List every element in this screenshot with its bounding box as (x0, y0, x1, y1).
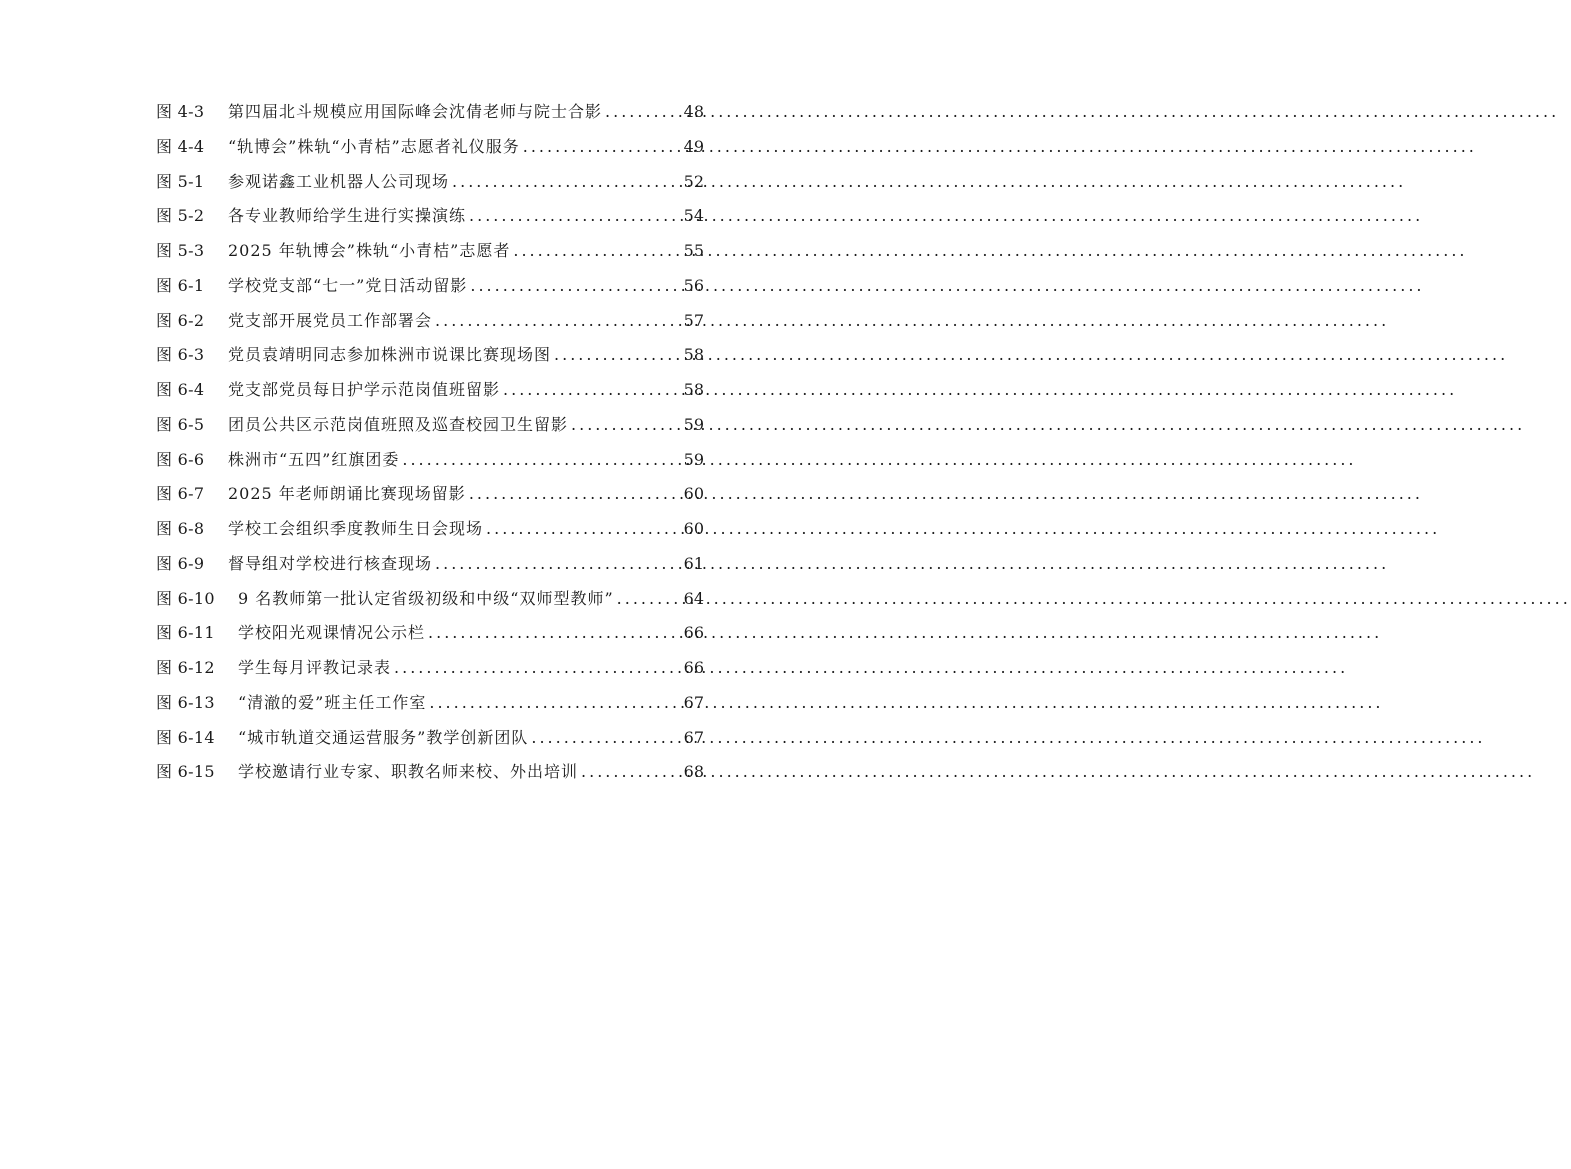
figure-title: 团员公共区示范岗值班照及巡查校园卫生留影 (228, 414, 569, 434)
figure-title: 株洲市“五四”红旗团委 (228, 449, 400, 469)
page-number: 68 (683, 762, 704, 782)
dot-leader (581, 760, 681, 784)
toc-entry[interactable] (156, 587, 704, 622)
figure-number: 图 6-7 (156, 484, 205, 504)
toc-entry[interactable] (156, 691, 704, 726)
figure-title: 学校党支部“七一”党日活动留影 (228, 275, 468, 295)
page-number: 60 (683, 484, 704, 504)
page-number: 48 (683, 102, 704, 121)
figure-number: 图 4-3 (156, 102, 205, 121)
figure-number: 图 6-14 (156, 727, 215, 747)
toc-entry[interactable] (156, 204, 704, 239)
page-number: 52 (683, 171, 704, 191)
figure-number: 图 6-3 (156, 345, 205, 365)
figure-title: 学校阳光观课情况公示栏 (238, 623, 426, 643)
figure-number: 图 5-2 (156, 206, 205, 226)
toc-entry[interactable] (156, 552, 704, 587)
figure-title: “城市轨道交通运营服务”教学创新团队 (238, 727, 529, 747)
toc-entry[interactable] (156, 621, 704, 656)
page-number: 58 (683, 380, 704, 399)
toc-entry[interactable] (156, 135, 704, 170)
dot-leader (428, 621, 681, 645)
dot-leader (452, 170, 681, 194)
dot-leader (554, 343, 681, 367)
figure-number: 图 6-6 (156, 449, 205, 469)
dot-leader (486, 517, 681, 541)
page-number: 56 (683, 275, 704, 295)
figure-number: 图 6-11 (156, 623, 215, 643)
figure-number: 图 6-15 (156, 762, 215, 782)
toc-entry[interactable] (156, 100, 704, 135)
page-number: 66 (683, 623, 704, 643)
dot-leader (531, 726, 680, 750)
figure-title: 学校工会组织季度教师生日会现场 (228, 519, 484, 538)
figure-title: 党员袁靖明同志参加株洲市说课比赛现场图 (228, 345, 552, 365)
dot-leader (605, 100, 681, 124)
page-number: 59 (683, 449, 704, 469)
dot-leader (503, 378, 681, 402)
toc-entry[interactable] (156, 760, 704, 795)
toc-entry[interactable] (156, 170, 704, 205)
toc-entry[interactable] (156, 726, 704, 761)
dot-leader (523, 135, 681, 159)
page-number: 64 (683, 588, 704, 608)
figure-title: 督导组对学校进行核查现场 (228, 553, 433, 573)
page-number: 55 (683, 241, 704, 260)
toc-entry[interactable] (156, 413, 704, 448)
page-number: 66 (683, 658, 704, 677)
page-number: 59 (683, 414, 704, 434)
dot-leader (402, 448, 680, 472)
dot-leader (617, 587, 681, 611)
figure-title: 党支部开展党员工作部署会 (228, 310, 433, 330)
figure-number: 图 6-8 (156, 519, 205, 538)
page-number: 67 (683, 692, 704, 712)
toc-entry[interactable] (156, 343, 704, 378)
dot-leader (513, 239, 680, 263)
figure-number: 图 6-2 (156, 310, 205, 330)
page-number: 58 (683, 345, 704, 365)
figure-title: 学校邀请行业专家、职教名师来校、外出培训 (238, 762, 579, 782)
page-number: 61 (683, 553, 704, 573)
figure-title: 党支部党员每日护学示范岗值班留影 (228, 380, 501, 399)
figure-title: 各专业教师给学生进行实操演练 (228, 206, 467, 226)
dot-leader (435, 552, 681, 576)
figure-number: 图 6-4 (156, 380, 205, 399)
toc-entry[interactable] (156, 239, 704, 274)
page-number: 57 (683, 310, 704, 330)
toc-entry[interactable] (156, 656, 704, 691)
dot-leader (429, 691, 680, 715)
figure-title: “轨博会”株轨“小青桔”志愿者礼仪服务 (228, 136, 520, 156)
figure-number: 图 6-13 (156, 692, 215, 712)
figure-number: 图 6-9 (156, 553, 205, 573)
dot-leader (394, 656, 681, 680)
figure-number: 图 6-1 (156, 275, 205, 295)
dot-leader (469, 482, 681, 506)
figure-list (156, 100, 704, 795)
figure-number: 图 5-1 (156, 171, 205, 191)
page-number: 54 (683, 206, 704, 226)
figure-number: 图 5-3 (156, 241, 205, 260)
figure-title: 9 名教师第一批认定省级初级和中级“双师型教师” (238, 588, 614, 608)
page-number: 49 (683, 136, 704, 156)
toc-entry[interactable] (156, 309, 704, 344)
dot-leader (435, 309, 681, 333)
dot-leader (470, 274, 680, 298)
figure-title: “清澈的爱”班主任工作室 (238, 692, 427, 712)
figure-number: 图 4-4 (156, 136, 205, 156)
figure-number: 图 6-5 (156, 414, 205, 434)
page-number: 60 (683, 519, 704, 538)
figure-title: 第四届北斗规模应用国际峰会沈倩老师与院士合影 (228, 102, 603, 121)
toc-entry[interactable] (156, 517, 704, 552)
figure-number: 图 6-12 (156, 658, 215, 677)
figure-title: 2025 年轨博会”株轨“小青桔”志愿者 (228, 241, 511, 260)
dot-leader (571, 413, 681, 437)
toc-entry[interactable] (156, 274, 704, 309)
dot-leader (469, 204, 681, 228)
figure-number: 图 6-10 (156, 588, 215, 608)
figure-title: 学生每月评教记录表 (238, 658, 392, 677)
toc-entry[interactable] (156, 378, 704, 413)
figure-title: 参观诺鑫工业机器人公司现场 (228, 171, 450, 191)
toc-entry[interactable] (156, 448, 704, 483)
toc-entry[interactable] (156, 482, 704, 517)
figure-title: 2025 年老师朗诵比赛现场留影 (228, 484, 466, 504)
page-number: 67 (683, 727, 704, 747)
